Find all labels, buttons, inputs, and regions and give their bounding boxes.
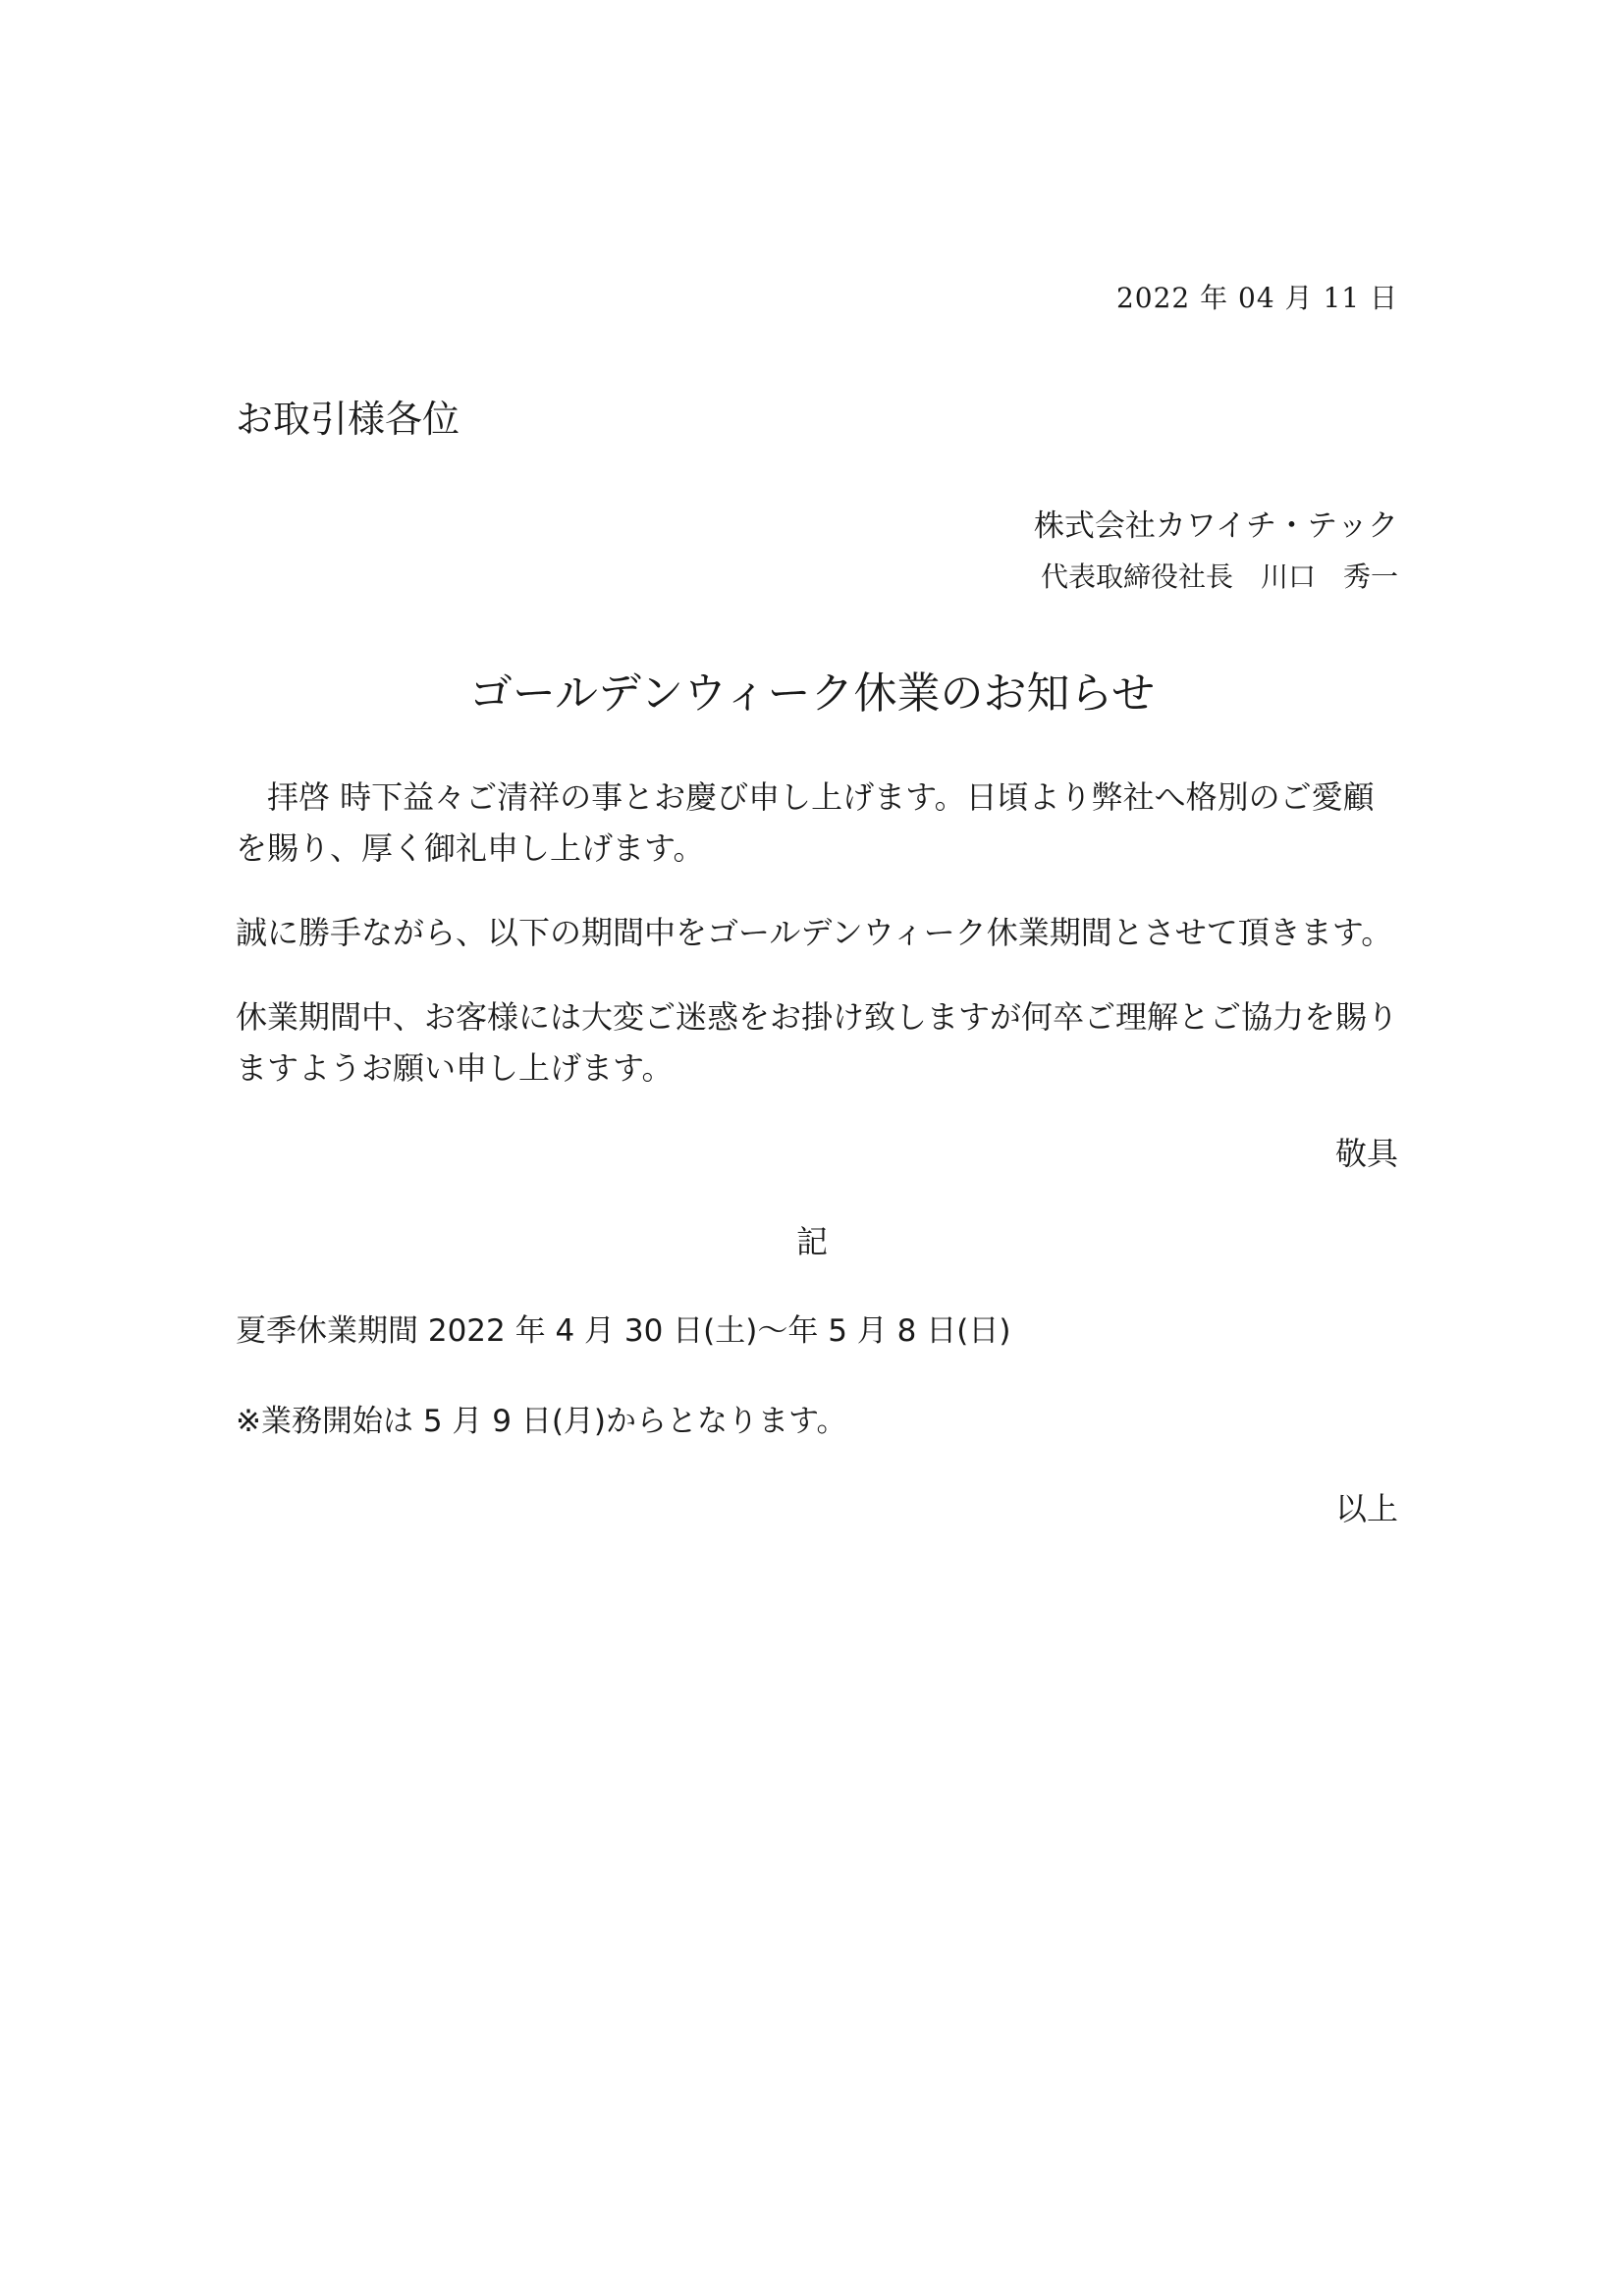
sender-representative: 代表取締役社長 川口 秀一 [1040,561,1398,593]
ki-heading: 記 [795,1223,828,1260]
letter-date: 2022 年 04 月 11 日 [1115,282,1398,314]
greeting-paragraph: 拝啓 時下益々ご清祥の事とお慶び申し上げます。日頃より弊社へ格別のご愛顧を賜り、厚く御礼申し上げます。 [236,778,1375,867]
holiday-period: 夏季休業期間 2022 年 4 月 30 日(土)～年 5 月 8 日(日) [236,1313,1011,1349]
sender-company: 株式会社カワイチ・テック [1033,508,1398,544]
addressee: お取引様各位 [236,398,460,441]
closing-keigu: 敬具 [1334,1135,1398,1172]
notice-title: ゴールデンウィーク休業のお知らせ [468,668,1156,719]
apology-paragraph: 休業期間中、お客様には大変ご迷惑をお掛け致しますが何卒ご理解とご協力を賜りますようお願い申し上げます。 [236,998,1399,1087]
announcement-paragraph: 誠に勝手ながら、以下の期間中をゴールデンウィーク休業期間とさせて頂きます。 [236,914,1393,951]
business-resume-note: ※業務開始は 5 月 9 日(月)からとなります。 [236,1404,847,1439]
closing-ijou: 以上 [1334,1490,1398,1527]
